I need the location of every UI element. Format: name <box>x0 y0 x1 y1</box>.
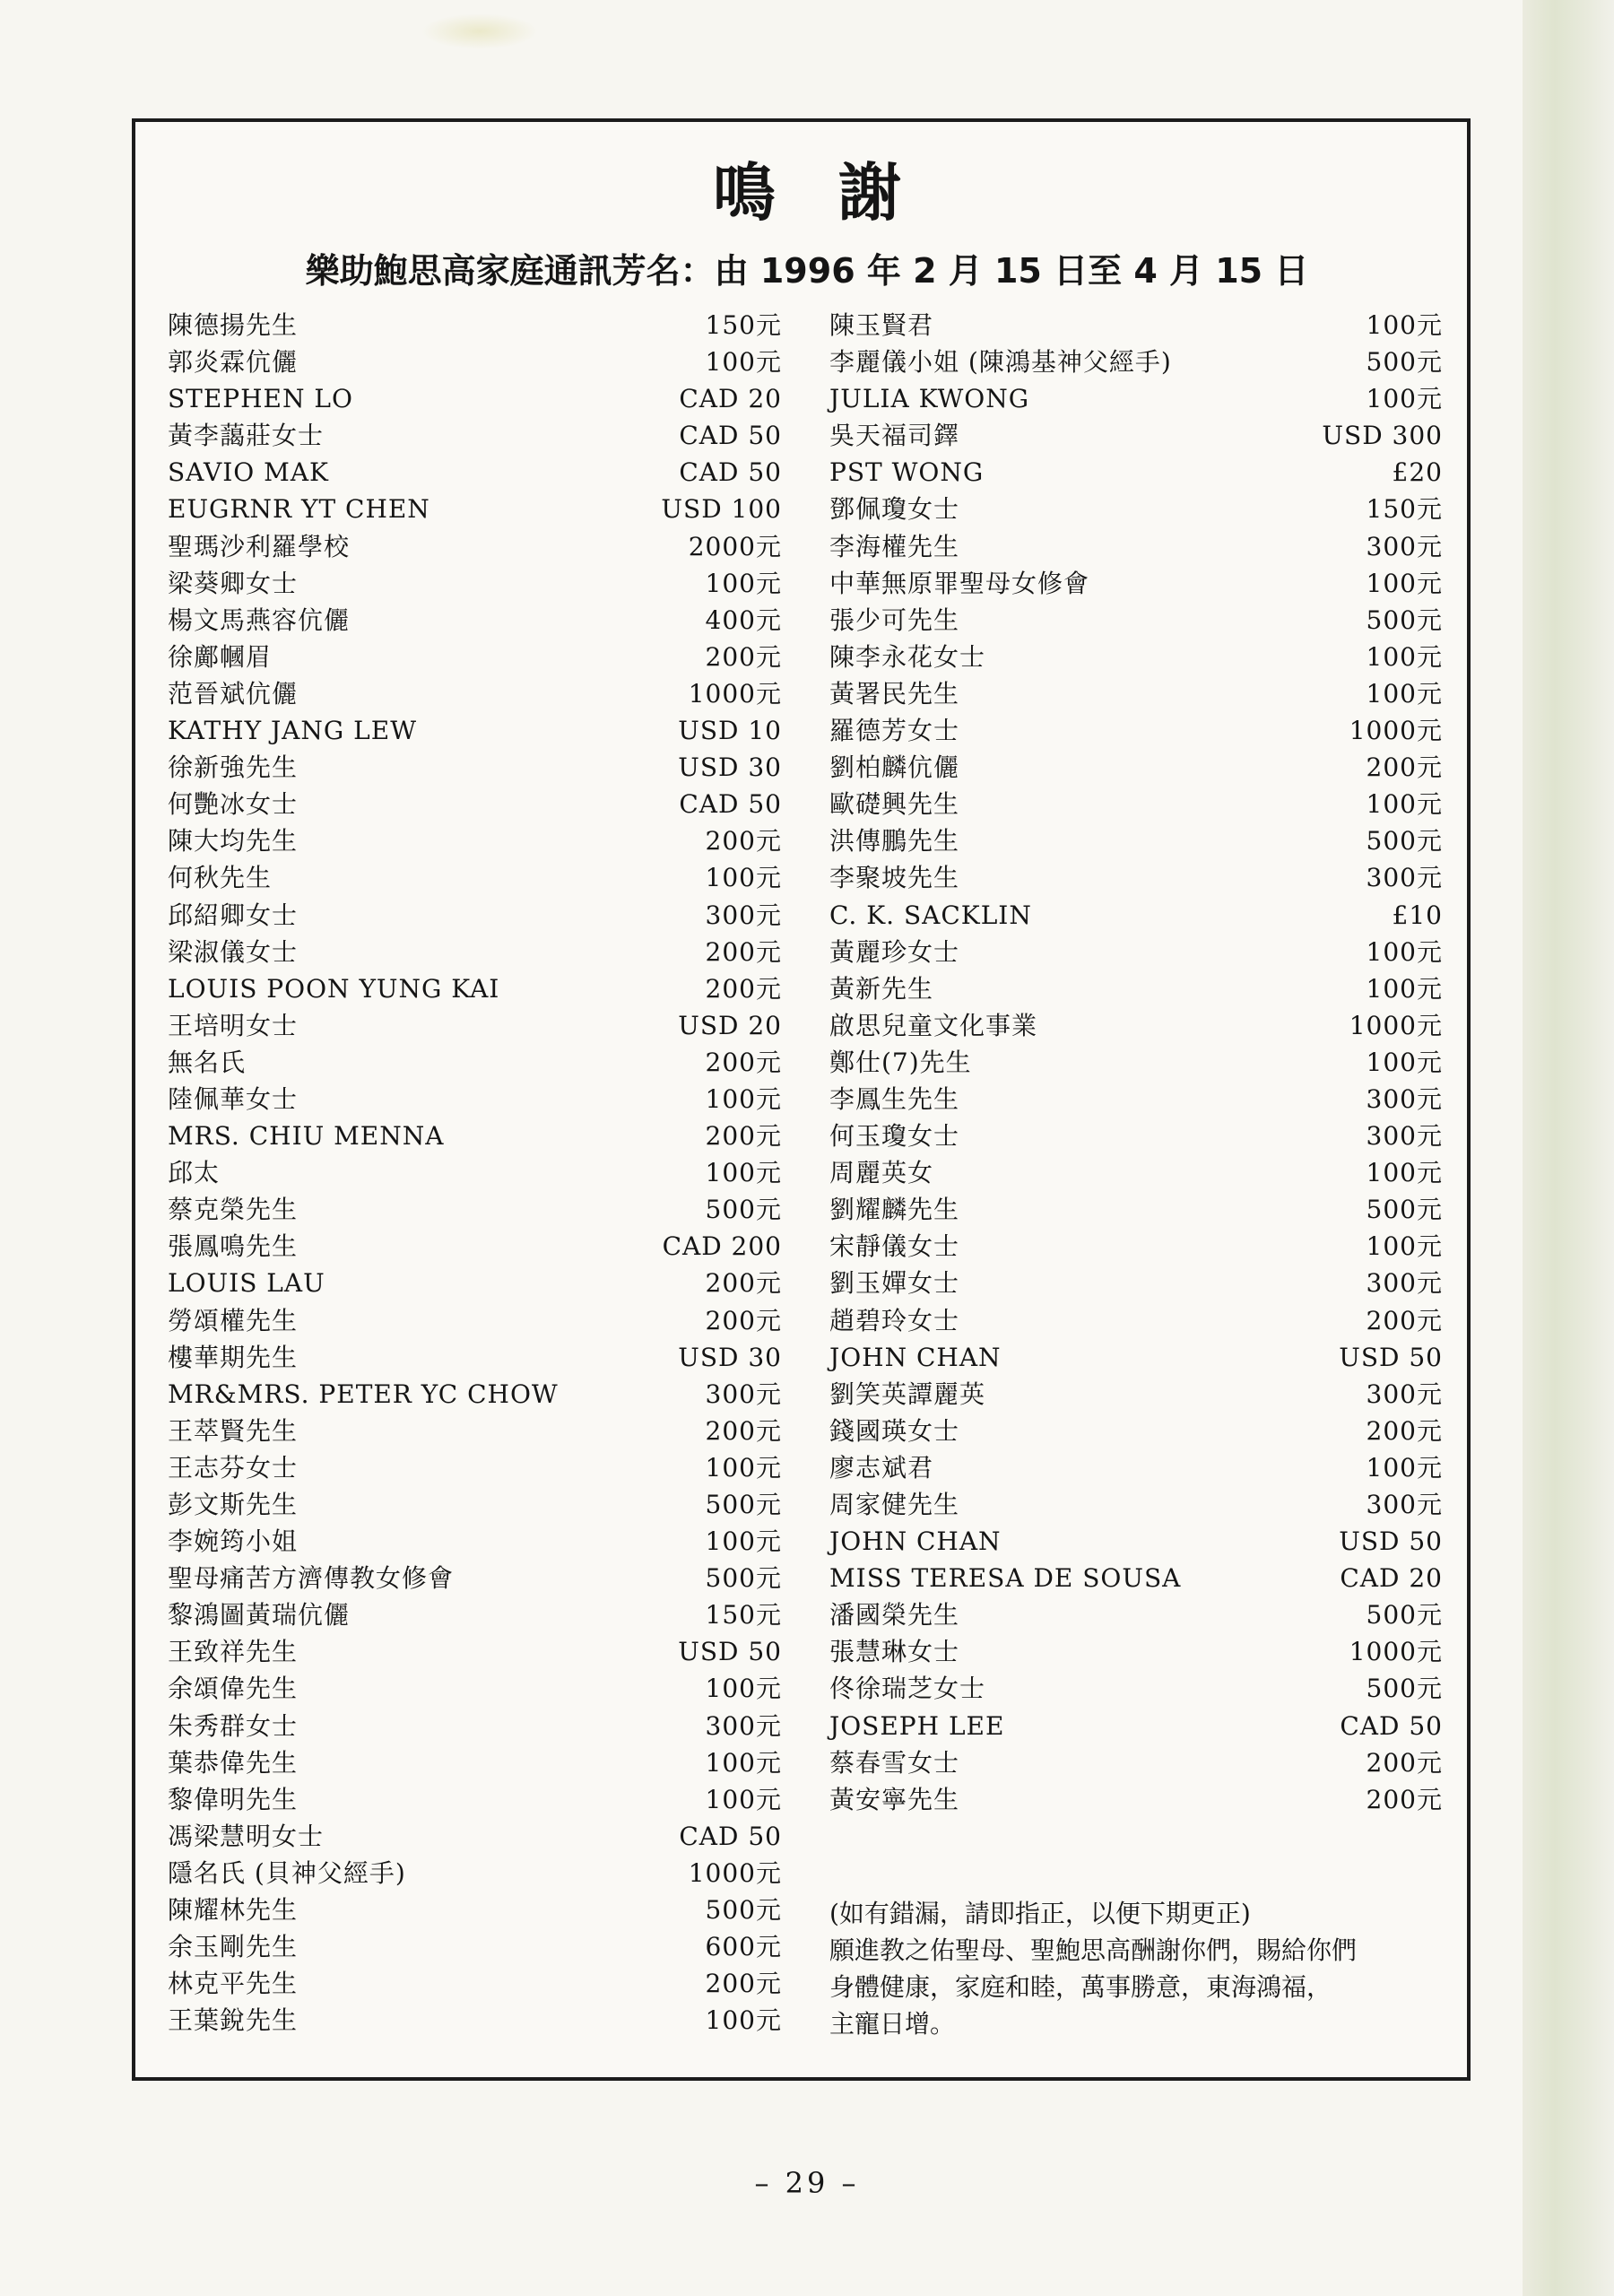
donor-row <box>829 1191 1443 1228</box>
donor-name: PST WONG <box>829 457 985 488</box>
donor-name: 聖母痛苦方濟傳教女修會 <box>168 1563 455 1594</box>
donor-name: 王志芬女士 <box>168 1452 299 1483</box>
donation-amount: 200元 <box>1366 1415 1443 1446</box>
donation-amount: 100元 <box>705 1674 782 1704</box>
donor-name: 劉耀麟先生 <box>829 1195 960 1225</box>
donation-amount: 100元 <box>705 863 782 893</box>
donor-name: JOSEPH LEE <box>829 1710 1005 1741</box>
donor-row <box>168 675 782 712</box>
donation-amount: 500元 <box>1366 1674 1443 1704</box>
donor-name: 錢國瑛女士 <box>829 1415 960 1446</box>
donor-row <box>168 934 782 970</box>
donor-name: 陳玉賢君 <box>829 310 934 340</box>
donor-name: 隱名氏 (貝神父經手) <box>168 1857 406 1888</box>
donor-row <box>168 822 782 859</box>
donation-amount: 100元 <box>705 1526 782 1557</box>
donor-row <box>829 970 1443 1007</box>
donor-name: 廖志斌君 <box>829 1452 934 1483</box>
donor-name: 蔡春雪女士 <box>829 1747 960 1778</box>
donor-row <box>168 639 782 675</box>
donor-name: 陳德揚先生 <box>168 310 299 340</box>
donor-name: 聖瑪沙利羅學校 <box>168 531 351 561</box>
donation-amount: 500元 <box>1366 1600 1443 1631</box>
donation-amount: £20 <box>1392 457 1443 488</box>
donor-row <box>168 1081 782 1118</box>
donor-row <box>829 786 1443 822</box>
donor-row <box>829 1449 1443 1486</box>
donor-row <box>168 897 782 934</box>
donor-name: 黎鴻圖黃瑞伉儷 <box>168 1600 351 1631</box>
donor-name: 鄭仕(7)先生 <box>829 1047 972 1077</box>
donor-row <box>829 1081 1443 1118</box>
note-line: 願進教之佑聖母、聖鮑思高酬謝你們，賜給你們 <box>829 1935 1358 1965</box>
donor-row <box>829 344 1443 380</box>
donor-row <box>168 1633 782 1670</box>
donor-name: SAVIO MAK <box>168 457 329 488</box>
donor-row <box>168 1818 782 1855</box>
donation-amount: £10 <box>1392 900 1443 930</box>
donation-amount: 100元 <box>1366 641 1443 672</box>
donation-amount: 200元 <box>1366 1747 1443 1778</box>
donor-row <box>168 528 782 565</box>
donor-name: 余玉剛先生 <box>168 1932 299 1962</box>
donor-name: 陳耀林先生 <box>168 1895 299 1926</box>
donor-row <box>829 639 1443 675</box>
donation-amount: 1000元 <box>688 678 782 709</box>
donor-row <box>168 1302 782 1339</box>
donation-amount: 1000元 <box>688 1857 782 1888</box>
donor-name: JULIA KWONG <box>829 384 1030 414</box>
donor-row <box>829 712 1443 749</box>
donation-amount: 200元 <box>705 973 782 1004</box>
donation-amount: 100元 <box>1366 568 1443 598</box>
donation-amount: 200元 <box>1366 1305 1443 1335</box>
donor-name: 張少可先生 <box>829 604 960 635</box>
donor-row <box>829 1486 1443 1523</box>
donor-row <box>829 675 1443 712</box>
donor-name: 李聚坡先生 <box>829 863 960 893</box>
donation-amount: CAD 50 <box>1340 1710 1443 1741</box>
donor-row <box>168 307 782 344</box>
donor-row <box>829 1376 1443 1413</box>
donation-amount: USD 30 <box>678 752 782 783</box>
donor-name: 周家健先生 <box>829 1490 960 1519</box>
donor-row <box>829 1596 1443 1633</box>
donor-name: 王致祥先生 <box>168 1637 299 1667</box>
donor-row <box>168 1044 782 1081</box>
donation-amount: CAD 50 <box>679 457 782 488</box>
donor-name: 何秋先生 <box>168 863 273 893</box>
donation-amount: 300元 <box>1366 1121 1443 1152</box>
donation-amount: 100元 <box>1366 384 1443 414</box>
donor-name: 徐新強先生 <box>168 752 299 783</box>
donation-amount: 200元 <box>705 1969 782 1999</box>
donation-amount: 2000元 <box>688 531 782 561</box>
donation-amount: 100元 <box>705 1784 782 1814</box>
donor-row <box>168 1596 782 1633</box>
scan-margin-shadow <box>1523 0 1614 2296</box>
donation-amount: 100元 <box>1366 973 1443 1004</box>
note-line: (如有錯漏，請即指正，以便下期更正) <box>829 1899 1251 1928</box>
donor-name: 劉柏麟伉儷 <box>829 752 960 783</box>
donor-row <box>829 1118 1443 1154</box>
donor-row <box>829 380 1443 417</box>
donor-name: 鄧佩瓊女士 <box>829 494 960 525</box>
donor-row <box>168 1154 782 1191</box>
donation-amount: 100元 <box>1366 936 1443 967</box>
donation-amount: 300元 <box>1366 1490 1443 1519</box>
donation-amount: 100元 <box>1366 678 1443 709</box>
donation-amount: 500元 <box>1366 826 1443 857</box>
donor-row <box>168 786 782 822</box>
donation-amount: 300元 <box>1366 1268 1443 1299</box>
donation-amount: 200元 <box>705 1268 782 1299</box>
donor-name: MRS. CHIU MENNA <box>168 1121 445 1152</box>
donor-name: 張慧琳女士 <box>829 1637 960 1667</box>
donor-name: 歐礎興先生 <box>829 789 960 820</box>
donor-name: 彭文斯先生 <box>168 1490 299 1519</box>
donation-amount: CAD 200 <box>662 1231 782 1262</box>
donation-amount: 100元 <box>705 347 782 378</box>
donation-amount: 400元 <box>705 604 782 635</box>
donor-row <box>168 1708 782 1744</box>
donor-name: 黃麗珍女士 <box>829 936 960 967</box>
donation-amount: 300元 <box>1366 1083 1443 1114</box>
donation-amount: 150元 <box>705 310 782 340</box>
donation-amount: 500元 <box>1366 1195 1443 1225</box>
donor-name: 趙碧玲女士 <box>829 1305 960 1335</box>
donation-amount: CAD 50 <box>679 1821 782 1851</box>
donation-amount: 500元 <box>1366 347 1443 378</box>
donor-name: 王萃賢先生 <box>168 1415 299 1446</box>
donation-amount: 500元 <box>705 1195 782 1225</box>
donation-amount: 200元 <box>705 826 782 857</box>
donor-row <box>168 2002 782 2039</box>
donor-row <box>829 1781 1443 1818</box>
donor-name: 啟思兒童文化事業 <box>829 1010 1038 1040</box>
donor-row <box>829 1302 1443 1339</box>
donation-amount: USD 50 <box>1339 1342 1443 1372</box>
donor-row <box>829 1560 1443 1596</box>
donor-row <box>829 1708 1443 1744</box>
donor-row <box>829 417 1443 454</box>
donor-name: 楊文馬燕容伉儷 <box>168 604 351 635</box>
donor-name: 無名氏 <box>168 1047 247 1077</box>
donor-name: 邱紹卿女士 <box>168 900 299 930</box>
donor-row <box>168 1523 782 1560</box>
donation-amount: 300元 <box>705 900 782 930</box>
page-title: 鳴謝 <box>713 156 964 230</box>
donor-row <box>829 491 1443 527</box>
donor-name: LOUIS POON YUNG KAI <box>168 973 500 1004</box>
donor-name: KATHY JANG LEW <box>168 716 417 746</box>
donation-amount: 200元 <box>705 1121 782 1152</box>
donation-amount: 200元 <box>705 641 782 672</box>
donor-name: 黃新先生 <box>829 973 934 1004</box>
donor-name: 佟徐瑞芝女士 <box>829 1674 986 1704</box>
donation-amount: USD 10 <box>678 716 782 746</box>
donor-row <box>168 1376 782 1413</box>
donor-name: 梁葵卿女士 <box>168 568 299 598</box>
donor-row <box>168 1413 782 1449</box>
donation-amount: 100元 <box>1366 310 1443 340</box>
donor-name: 徐鄺幗眉 <box>168 641 273 672</box>
donation-amount: 300元 <box>705 1378 782 1409</box>
page-subtitle: 樂助鮑思高家庭通訊芳名：由 1996 年 2 月 15 日至 4 月 15 日 <box>305 251 1309 291</box>
donor-name: 宋靜儀女士 <box>829 1231 960 1262</box>
donation-amount: USD 100 <box>661 494 782 525</box>
donor-row <box>829 1154 1443 1191</box>
donor-name: 郭炎霖伉儷 <box>168 347 299 378</box>
donor-row <box>829 859 1443 896</box>
donor-name: 張鳳鳴先生 <box>168 1231 299 1262</box>
donor-name: 邱太 <box>168 1158 221 1188</box>
donor-row <box>168 1449 782 1486</box>
donor-name: MISS TERESA DE SOUSA <box>829 1563 1182 1594</box>
donation-amount: 200元 <box>1366 1784 1443 1814</box>
donation-amount: CAD 20 <box>1340 1563 1443 1594</box>
donation-amount: 200元 <box>705 1415 782 1446</box>
donor-name: 林克平先生 <box>168 1969 299 1999</box>
donation-amount: 100元 <box>1366 1047 1443 1077</box>
donor-row <box>168 491 782 527</box>
donation-amount: USD 50 <box>678 1637 782 1667</box>
donor-name: 中華無原罪聖母女修會 <box>829 568 1090 598</box>
note-line: 身體健康，家庭和睦，萬事勝意，東海鴻福， <box>829 1972 1332 2002</box>
donor-row <box>168 602 782 639</box>
donation-amount: 100元 <box>705 2005 782 2036</box>
donation-amount: 100元 <box>705 1158 782 1188</box>
donor-name: 羅德芳女士 <box>829 716 960 746</box>
closing-note <box>829 1895 1457 2042</box>
donor-name: 蔡克榮先生 <box>168 1195 299 1225</box>
donor-name: 李海權先生 <box>829 531 960 561</box>
donor-name: 周麗英女 <box>829 1158 934 1188</box>
donor-list-left <box>168 307 782 2039</box>
donor-row <box>829 749 1443 786</box>
donor-name: 樓華期先生 <box>168 1342 299 1372</box>
donor-row <box>168 380 782 417</box>
scan-smudge <box>421 13 538 49</box>
donation-amount: 200元 <box>1366 752 1443 783</box>
donation-amount: 100元 <box>705 1747 782 1778</box>
donor-name: 劉玉嬋女士 <box>829 1268 960 1299</box>
donor-name: LOUIS LAU <box>168 1268 325 1299</box>
donor-name: 黃安寧先生 <box>829 1784 960 1814</box>
donation-amount: 200元 <box>705 936 782 967</box>
donor-name: 勞頌權先生 <box>168 1305 299 1335</box>
donor-row <box>168 1228 782 1265</box>
donor-name: 王培明女士 <box>168 1010 299 1040</box>
donor-name: C. K. SACKLIN <box>829 900 1032 930</box>
donor-row <box>168 1486 782 1523</box>
donor-row <box>168 1892 782 1928</box>
donation-amount: USD 50 <box>1339 1526 1443 1557</box>
donor-row <box>829 528 1443 565</box>
donation-amount: 500元 <box>1366 604 1443 635</box>
note-line: 主寵日增。 <box>829 2009 956 2039</box>
donor-row <box>829 602 1443 639</box>
donation-amount: 100元 <box>705 568 782 598</box>
donation-amount: 150元 <box>705 1600 782 1631</box>
donor-row <box>829 565 1443 602</box>
donation-amount: CAD 50 <box>679 789 782 820</box>
donor-name: 黃署民先生 <box>829 678 960 709</box>
donor-row <box>829 822 1443 859</box>
donor-row <box>829 1413 1443 1449</box>
donor-name: EUGRNR YT CHEN <box>168 494 430 525</box>
donor-row <box>829 1523 1443 1560</box>
donor-row <box>168 859 782 896</box>
donor-name: 陳大均先生 <box>168 826 299 857</box>
donation-amount: USD 300 <box>1322 421 1443 451</box>
donor-row <box>168 1744 782 1781</box>
donor-row <box>168 454 782 491</box>
donor-name: 劉笑英譚麗英 <box>829 1378 986 1409</box>
donor-row <box>829 1228 1443 1265</box>
donation-amount: 100元 <box>1366 789 1443 820</box>
donor-name: 李婉筠小姐 <box>168 1526 299 1557</box>
donation-amount: 300元 <box>1366 531 1443 561</box>
donor-name: 陳李永花女士 <box>829 641 986 672</box>
donation-amount: 150元 <box>1366 494 1443 525</box>
donation-amount: 300元 <box>705 1710 782 1741</box>
donor-row <box>168 1670 782 1707</box>
donor-row <box>168 1191 782 1228</box>
donation-amount: 1000元 <box>1349 1637 1443 1667</box>
donation-amount: 300元 <box>1366 863 1443 893</box>
donor-row <box>829 897 1443 934</box>
donation-amount: CAD 50 <box>679 421 782 451</box>
donor-row <box>168 970 782 1007</box>
donation-amount: 1000元 <box>1349 716 1443 746</box>
donation-amount: USD 20 <box>678 1010 782 1040</box>
donation-amount: 200元 <box>705 1047 782 1077</box>
page-number: – 29 – <box>754 2166 860 2200</box>
donation-amount: 100元 <box>1366 1231 1443 1262</box>
donor-name: 李麗儀小姐 (陳鴻基神父經手) <box>829 347 1172 378</box>
donor-row <box>168 417 782 454</box>
donor-row <box>168 1265 782 1301</box>
donor-name: 洪傳鵬先生 <box>829 826 960 857</box>
donor-row <box>168 565 782 602</box>
donor-row <box>168 749 782 786</box>
donation-amount: 100元 <box>1366 1158 1443 1188</box>
donor-row <box>829 1265 1443 1301</box>
donor-row <box>168 1781 782 1818</box>
donor-name: MR&MRS. PETER YC CHOW <box>168 1378 559 1409</box>
donor-name: 葉恭偉先生 <box>168 1747 299 1778</box>
donation-amount: 100元 <box>1366 1452 1443 1483</box>
donor-row <box>168 344 782 380</box>
donor-name: 何艷冰女士 <box>168 789 299 820</box>
donor-row <box>168 1007 782 1044</box>
donor-row <box>168 1928 782 1965</box>
donor-name: 李鳳生先生 <box>829 1083 960 1114</box>
donor-row <box>168 1339 782 1376</box>
donor-row <box>829 454 1443 491</box>
donor-row <box>168 1855 782 1892</box>
donor-row <box>829 307 1443 344</box>
donation-amount: 100元 <box>705 1083 782 1114</box>
donor-row <box>168 712 782 749</box>
donor-name: 余頌偉先生 <box>168 1674 299 1704</box>
donor-name: STEPHEN LO <box>168 384 353 414</box>
donor-name: 黃李藹莊女士 <box>168 421 325 451</box>
donor-name: 何玉瓊女士 <box>829 1121 960 1152</box>
donor-name: 梁淑儀女士 <box>168 936 299 967</box>
donor-name: 朱秀群女士 <box>168 1710 299 1741</box>
donation-amount: USD 30 <box>678 1342 782 1372</box>
donor-name: 黎偉明先生 <box>168 1784 299 1814</box>
donor-row <box>829 1670 1443 1707</box>
donor-name: JOHN CHAN <box>829 1342 1002 1372</box>
donation-amount: 200元 <box>705 1305 782 1335</box>
donation-amount: 100元 <box>705 1452 782 1483</box>
donor-row <box>829 1339 1443 1376</box>
donor-row <box>168 1560 782 1596</box>
donor-row <box>829 1044 1443 1081</box>
donation-amount: 500元 <box>705 1490 782 1519</box>
donor-name: 吳天福司鐸 <box>829 421 960 451</box>
donation-amount: 1000元 <box>1349 1010 1443 1040</box>
donor-name: 范晉斌伉儷 <box>168 678 299 709</box>
donor-row <box>829 934 1443 970</box>
donor-row <box>829 1744 1443 1781</box>
donor-name: 潘國榮先生 <box>829 1600 960 1631</box>
donor-row <box>168 1965 782 2002</box>
donation-amount: 300元 <box>1366 1378 1443 1409</box>
donation-amount: 500元 <box>705 1895 782 1926</box>
donor-name: JOHN CHAN <box>829 1526 1002 1557</box>
donation-amount: CAD 20 <box>679 384 782 414</box>
donor-row <box>168 1118 782 1154</box>
donor-row <box>829 1633 1443 1670</box>
donor-list-right <box>829 307 1443 1818</box>
donor-name: 王葉銳先生 <box>168 2005 299 2036</box>
donation-amount: 600元 <box>705 1932 782 1962</box>
donor-name: 陸佩華女士 <box>168 1083 299 1114</box>
donor-name: 馮梁慧明女士 <box>168 1821 325 1851</box>
donor-row <box>829 1007 1443 1044</box>
donation-amount: 500元 <box>705 1563 782 1594</box>
